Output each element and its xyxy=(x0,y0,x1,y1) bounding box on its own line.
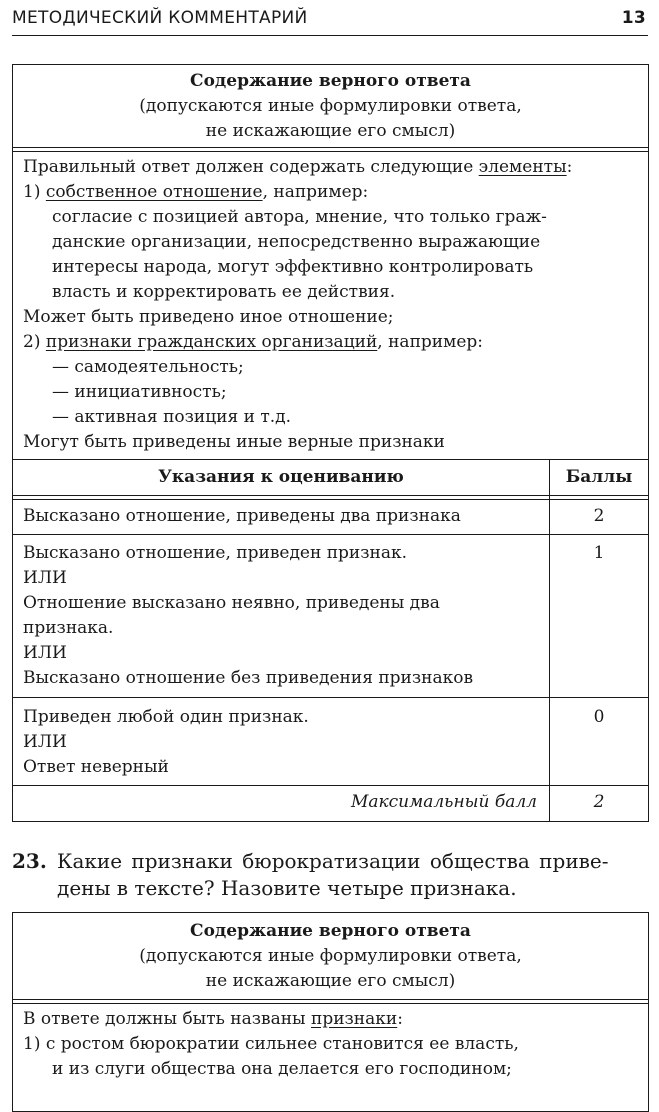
max-score-value: 2 xyxy=(593,792,605,812)
civil-org-signs-term: признаки гражданских организаций xyxy=(45,332,378,352)
other-relation-note: Может быть приведено иное отношение; xyxy=(23,307,394,327)
grading-criterion-line: ИЛИ xyxy=(23,732,67,752)
divider xyxy=(13,999,648,1000)
answer-intro: В ответе должны быть названы признаки: xyxy=(23,1009,403,1029)
divider xyxy=(13,499,648,500)
elements-term: элементы xyxy=(478,157,567,177)
question-text-line: Какие признаки бюрократизации общества приве- xyxy=(57,849,609,873)
content-subtitle-2: не искажающие его смысл) xyxy=(205,121,456,141)
element-2-heading: 2) признаки гражданских организаций, например: xyxy=(23,332,484,352)
divider xyxy=(13,459,648,460)
grading-criterion-line: ИЛИ xyxy=(23,568,67,588)
question-number: 23. xyxy=(12,849,47,873)
element-1-text-line: согласие с позицией автора, мнение, что только граж- xyxy=(52,207,547,227)
points-header: Баллы xyxy=(565,467,633,487)
answer-table-22 xyxy=(12,64,649,822)
sign-list-item: — самодеятельность; xyxy=(52,357,244,377)
divider xyxy=(13,697,648,698)
element-1-text-line: власть и корректировать ее действия. xyxy=(52,282,396,302)
grading-header: Указания к оцениванию xyxy=(158,467,404,487)
grading-criterion-line: признака. xyxy=(23,618,114,638)
signs-term: признаки xyxy=(310,1009,398,1029)
content-subtitle-2: не искажающие его смысл) xyxy=(205,971,456,991)
max-score-label: Максимальный балл xyxy=(350,792,537,812)
element-1-text-line: интересы народа, могут эффективно контролировать xyxy=(52,257,534,277)
points-value: 0 xyxy=(593,707,605,727)
sign-list-item: — инициативность; xyxy=(52,382,227,402)
grading-criterion-line: Высказано отношение, приведены два признака xyxy=(23,506,461,526)
element-1-heading: 1) собственное отношение, например: xyxy=(23,182,369,202)
content-title: Содержание верного ответа xyxy=(190,71,471,91)
content-subtitle-1: (допускаются иные формулировки ответа, xyxy=(139,946,522,966)
question-text-line: дены в тексте? Назовите четыре признака. xyxy=(57,876,517,900)
divider xyxy=(13,147,648,148)
answer-table-23 xyxy=(12,912,649,1112)
content-subtitle-1: (допускаются иные формулировки ответа, xyxy=(139,96,522,116)
divider xyxy=(13,495,648,496)
own-attitude-term: собственное отношение xyxy=(45,182,263,202)
grading-criterion-line: Отношение высказано неявно, приведены два xyxy=(23,593,440,613)
points-value: 1 xyxy=(593,543,605,563)
page-number: 13 xyxy=(621,8,646,28)
grading-criterion-line: Приведен любой один признак. xyxy=(23,707,309,727)
points-value: 2 xyxy=(593,506,605,526)
sign-list-item: — активная позиция и т.д. xyxy=(52,407,292,427)
grading-criterion-line: Высказано отношение, приведен признак. xyxy=(23,543,408,563)
page-header xyxy=(12,4,648,36)
divider xyxy=(13,534,648,535)
answer-intro: Правильный ответ должен содержать следующие элементы: xyxy=(23,157,573,177)
divider xyxy=(13,1003,648,1004)
answer-item-line: и из слуги общества она делается его господином; xyxy=(52,1059,512,1079)
header-title: МЕТОДИЧЕСКИЙ КОММЕНТАРИЙ xyxy=(12,8,308,28)
other-signs-note: Могут быть приведены иные верные признаки xyxy=(23,432,445,452)
divider xyxy=(13,785,648,786)
grading-criterion-line: ИЛИ xyxy=(23,643,67,663)
answer-item-line: 1) с ростом бюрократии сильнее становится ее власть, xyxy=(23,1034,519,1054)
divider xyxy=(13,151,648,152)
element-1-text-line: данские организации, непосредственно выражающие xyxy=(52,232,541,252)
content-title: Содержание верного ответа xyxy=(190,921,471,941)
grading-criterion-line: Высказано отношение без приведения признаков xyxy=(23,668,474,688)
grading-criterion-line: Ответ неверный xyxy=(23,757,169,777)
